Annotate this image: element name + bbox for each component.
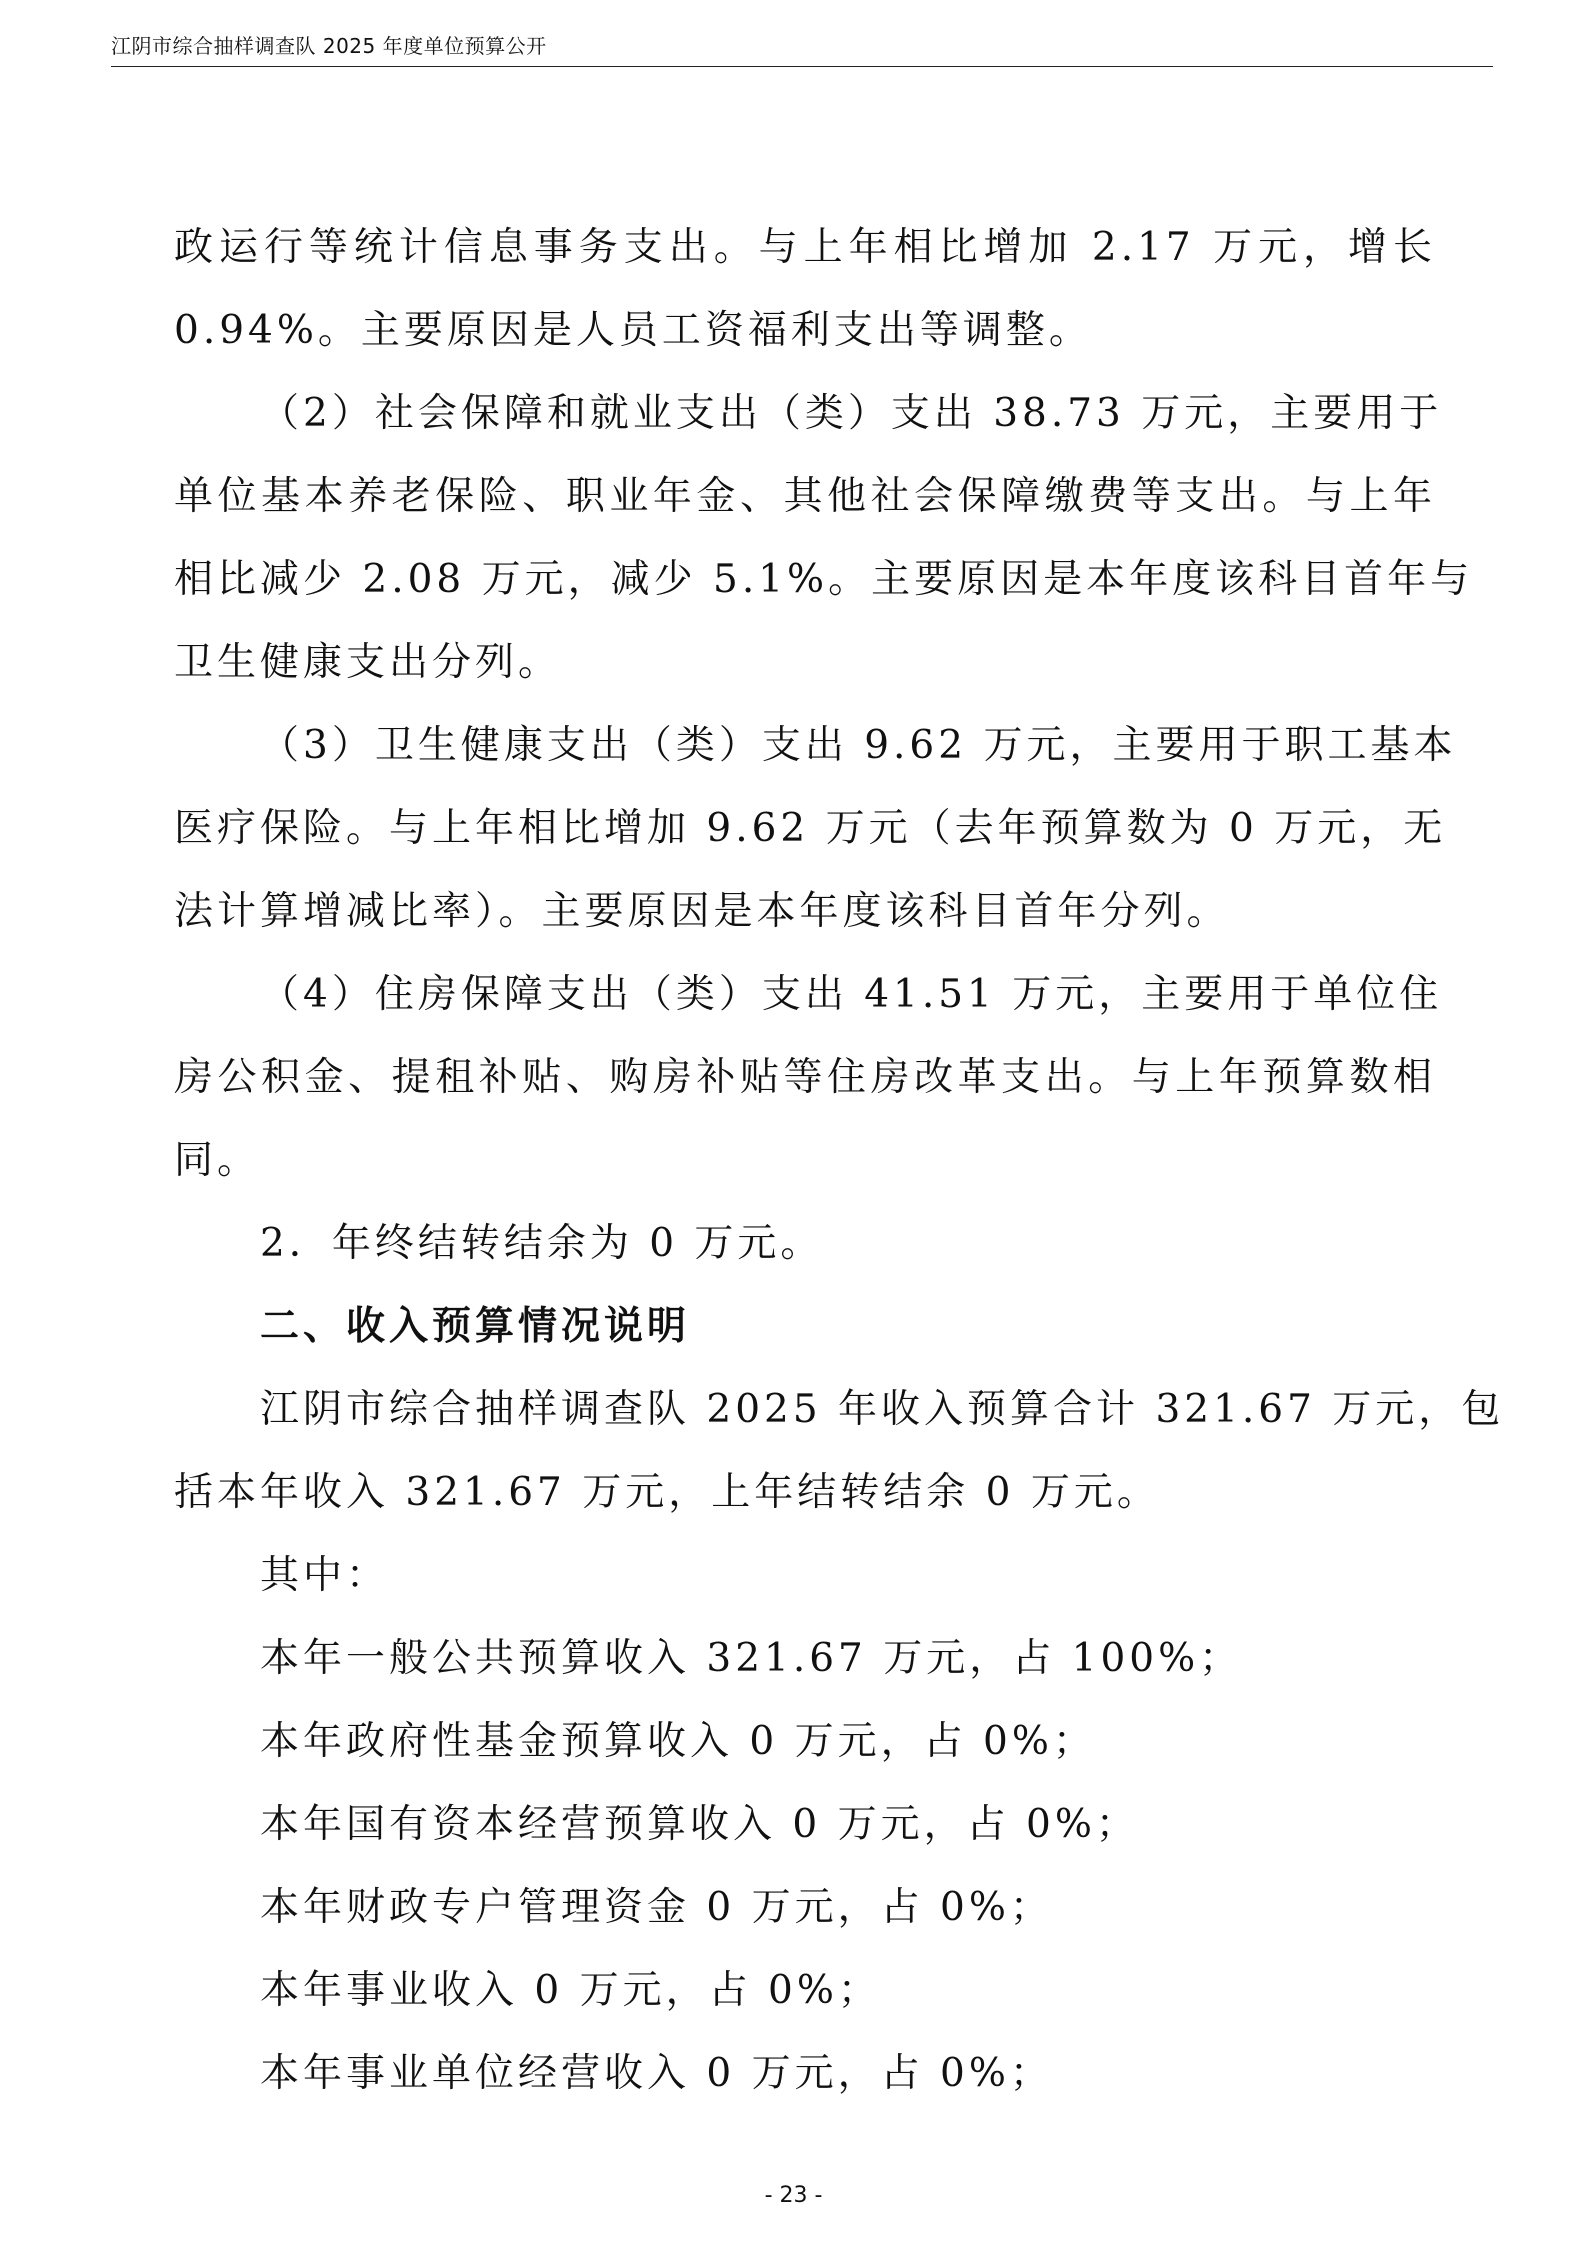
paragraph-line: 医疗保险。与上年相比增加 9.62 万元（去年预算数为 0 万元，无 xyxy=(174,806,1447,851)
paragraph-line: 政运行等统计信息事务支出。与上年相比增加 2.17 万元，增长 xyxy=(174,225,1436,270)
paragraph-line: 同。 xyxy=(174,1138,261,1183)
document-body xyxy=(174,206,1505,2115)
paragraph-line: 括本年收入 321.67 万元，上年结转结余 0 万元。 xyxy=(174,1470,1160,1515)
list-item: 本年政府性基金预算收入 0 万元，占 0%； xyxy=(260,1719,1096,1764)
paragraph-line: （3）卫生健康支出（类）支出 9.62 万元，主要用于职工基本 xyxy=(260,723,1457,768)
list-item: 本年事业收入 0 万元，占 0%； xyxy=(260,1968,881,2013)
paragraph-line: 江阴市综合抽样调查队 2025 年收入预算合计 321.67 万元，包 xyxy=(260,1387,1505,1432)
list-item: 本年一般公共预算收入 321.67 万元，占 100%； xyxy=(260,1636,1243,1681)
section-heading: 二、收入预算情况说明 xyxy=(260,1304,691,1349)
paragraph-line: 卫生健康支出分列。 xyxy=(174,640,562,685)
paragraph-line: （2）社会保障和就业支出（类）支出 38.73 万元，主要用于 xyxy=(260,391,1443,436)
list-item: 本年国有资本经营预算收入 0 万元，占 0%； xyxy=(260,1802,1139,1847)
list-item: 本年事业单位经营收入 0 万元，占 0%； xyxy=(260,2051,1053,2096)
paragraph-line: （4）住房保障支出（类）支出 41.51 万元，主要用于单位住 xyxy=(260,972,1443,1017)
list-item: 本年财政专户管理资金 0 万元，占 0%； xyxy=(260,1885,1053,1930)
paragraph-line: 0.94%。主要原因是人员工资福利支出等调整。 xyxy=(174,308,1092,353)
header-title: 江阴市综合抽样调查队 2025 年度单位预算公开 xyxy=(111,34,547,58)
page-header xyxy=(111,26,1493,67)
paragraph-line: 2．年终结转结余为 0 万元。 xyxy=(260,1221,824,1266)
paragraph-line: 单位基本养老保险、职业年金、其他社会保障缴费等支出。与上年 xyxy=(174,474,1436,519)
paragraph-line: 相比减少 2.08 万元，减少 5.1%。主要原因是本年度该科目首年与 xyxy=(174,557,1474,602)
paragraph-line: 房公积金、提租补贴、购房补贴等住房改革支出。与上年预算数相 xyxy=(174,1055,1436,1100)
page-number: - 23 - xyxy=(764,2183,823,2208)
paragraph-line: 法计算增减比率）。主要原因是本年度该科目首年分列。 xyxy=(174,889,1230,934)
paragraph-line: 其中： xyxy=(260,1553,390,1598)
